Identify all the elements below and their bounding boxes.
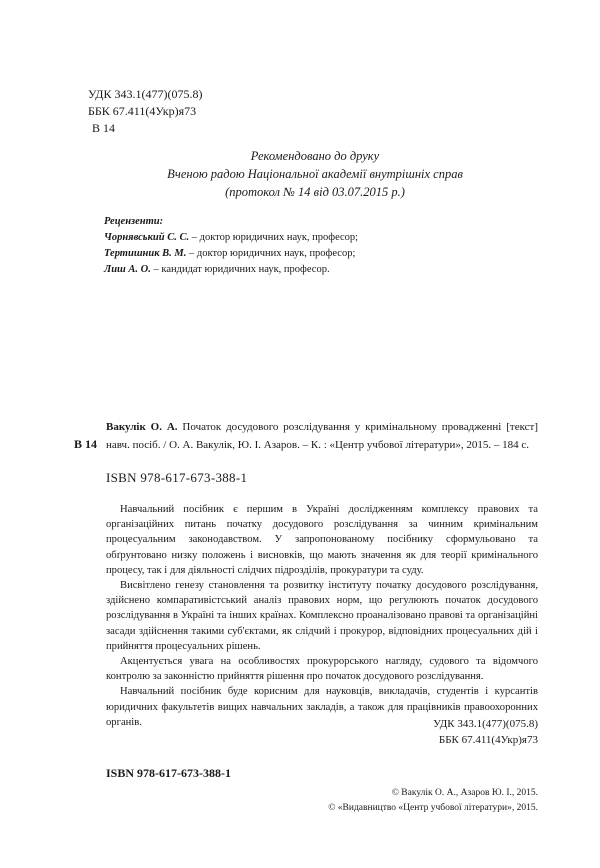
- udk-code-bottom: УДК 343.1(477)(075.8): [433, 718, 538, 730]
- bbk-code: ББК 67.411(4Укр)я73: [88, 104, 197, 118]
- abstract-paragraph-3: Акцентується увага на особливостях прокурорського нагляду, судового та відомчого контролю за законністю прийняття рішення про початок досудового розслідування.: [106, 656, 538, 683]
- abstract-paragraph-1: Навчальний посібник є першим в Україні дослідженням комплексу правових та організаційних питань початку досудового розслідування за чинним кримінальним процесуальним законодавством. У запропонованому посібнику сформульовано та обґрунтовано низку положень і висновків, що мають значення як для теорії кримінального процесу, так і для діяльності слідчих підрозділів, прокуратури та суду.: [106, 504, 538, 576]
- reviewer-desc: – кандидат юридичних наук, професор.: [150, 264, 330, 275]
- reviewer-1: [104, 230, 358, 246]
- reviewer-3: [104, 262, 358, 278]
- recommendation-line-3: (протокол № 14 від 03.07.2015 р.): [225, 185, 405, 199]
- recommendation-block: [120, 147, 510, 201]
- classification-bottom: [395, 716, 538, 748]
- recommendation-line-1: Рекомендовано до друку: [250, 149, 380, 163]
- reviewers-block: [104, 214, 358, 278]
- isbn-top: ISBN 978-617-673-388-1: [106, 470, 248, 485]
- abstract: [106, 502, 538, 730]
- author-mark: В 14: [92, 121, 116, 135]
- reviewer-name: Тертишник В. М.: [104, 248, 187, 259]
- bibliographic-mark: В 14: [74, 437, 98, 451]
- abstract-paragraph-4: Навчальний посібник буде корисним для науковців, викладачів, студентів і курсантів юридичних факультетів вищих навчальних закладів, а також для працівників правоохоронних органів.: [106, 686, 538, 728]
- reviewer-name: Чорнявський С. С.: [104, 232, 190, 243]
- abstract-paragraph-2: Висвітлено генезу становлення та розвитку інституту початку досудового розслідування, здійснено компаративістський аналіз правових норм, що регулюють початок досудового розслідування в Україні та інших країнах. Комплексно проаналізовано правові та організаційні засади здійснення такими суб'єктами, як слідчий і прокурор, відповідних процесуальних дій і прийняття процесуальних рішень.: [106, 580, 538, 652]
- bbk-code-bottom: ББК 67.411(4Укр)я73: [438, 734, 538, 746]
- copyright-publisher: © «Видавництво «Центр учбової літератури», 2015.: [328, 803, 538, 813]
- copyright-authors: © Вакулік О. А., Азаров Ю. І., 2015.: [391, 788, 538, 798]
- isbn-bottom: ISBN 978-617-673-388-1: [106, 766, 231, 780]
- classification-block: [88, 86, 202, 137]
- reviewer-desc: – доктор юридичних наук, професор;: [186, 248, 356, 259]
- udk-code: УДК 343.1(477)(075.8): [88, 87, 203, 101]
- bibliographic-text: Початок досудового розслідування у кримінальному провадженні [текст] навч. посіб. / О. А. Вакулік, Ю. І. Азаров. – К. : «Центр учбової літератури», 2015. – 184 с.: [106, 421, 538, 451]
- reviewer-2: [104, 246, 358, 262]
- reviewers-title: Рецензенти:: [104, 216, 164, 227]
- bibliographic-author: Вакулік О. А.: [106, 421, 178, 433]
- reviewer-desc: – доктор юридичних наук, професор;: [189, 232, 359, 243]
- bibliographic-record: [106, 419, 538, 454]
- recommendation-line-2: Вченою радою Національної академії внутрішніх справ: [167, 167, 463, 181]
- reviewer-name: Лиш А. О.: [104, 264, 151, 275]
- copyright-block: [300, 786, 538, 816]
